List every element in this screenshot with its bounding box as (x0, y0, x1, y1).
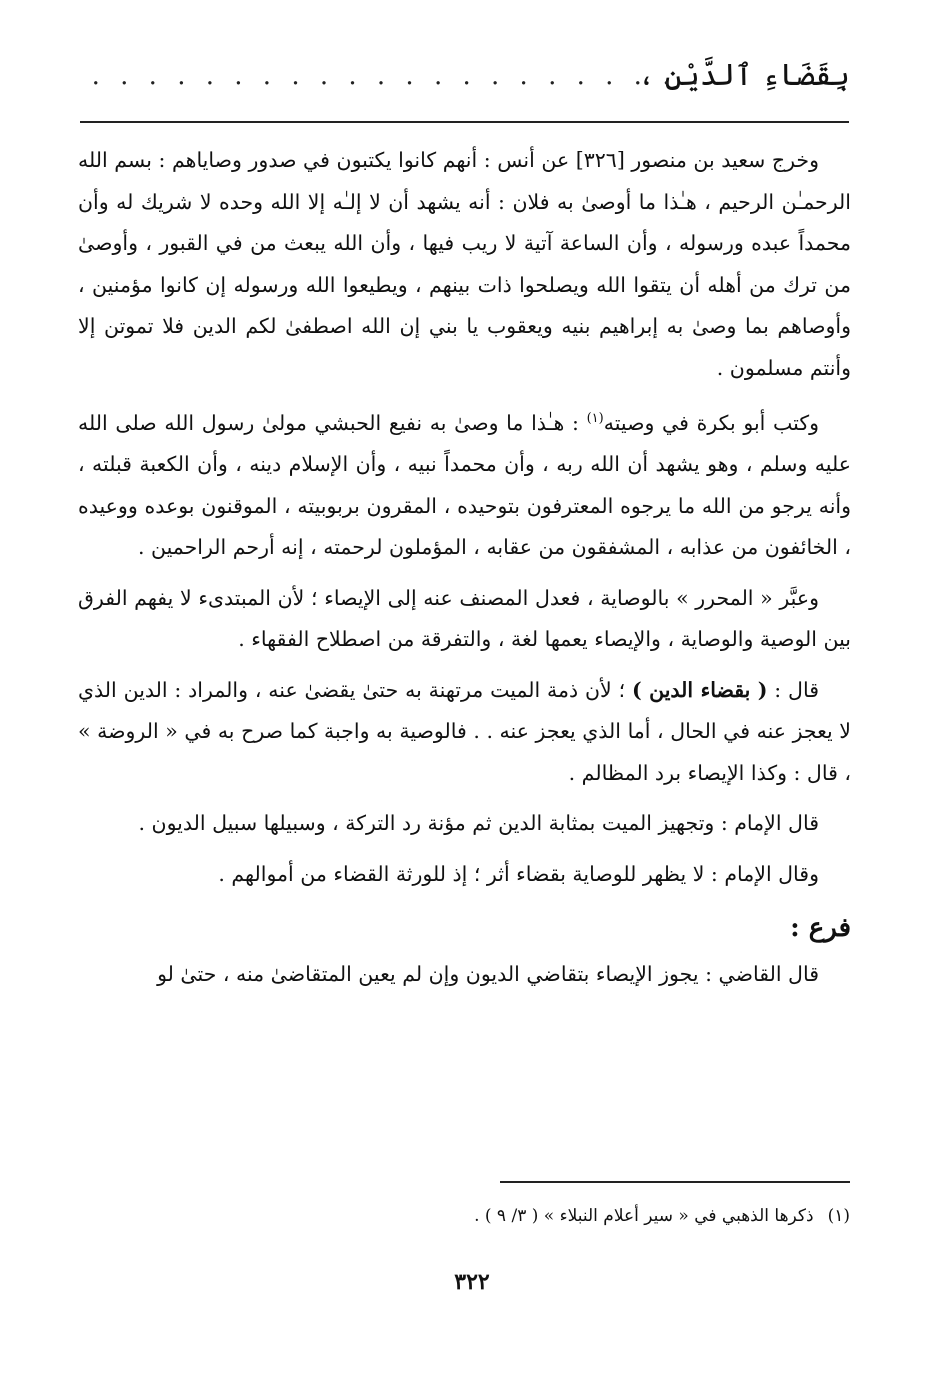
paragraph-2-rest: : هـٰذا ما وصىٰ به نفيع الحبشي مولىٰ رسول الله صلى الله عليه وسلم ، وهو يشهد أن الله ربه ، وأن محمداً نبيه ، وأن الإسلام دينه ، وأن الكعبة قبلته ، وأنه يرجو من الله ما يرجوه المعترفون بتوحيده ، المقرون بربوبيته ، الموقنون بوعده ووعيده ، الخائفون من عذابه ، المشفقون من عقابه ، المؤملون لرحمته ، إنه أرحم الراحمين . (78, 410, 851, 560)
running-header (80, 52, 850, 112)
paragraph-4 (78, 670, 851, 795)
section-heading: فرع : (790, 913, 851, 944)
header-leader-dots: . . . . . . . . . . . . . . . . . . . . . . (91, 61, 705, 91)
paragraph-6: وقال الإمام : لا يظهر للوصاية بقضاء أثر ؛ إذ للورثة القضاء من أموالهم . (218, 861, 819, 886)
paragraph-1: وخرج سعيد بن منصور [٣٢٦] عن أنس : أنهم كانوا يكتبون في صدور وصاياهم : بسم الله الرحمـٰن الرحيم ، هـٰذا ما أوصىٰ به فلان : أنه يشهد أن لا إلـٰه إلا الله وحده لا شريك له وأن محمداً عبده ورسوله ، وأن الساعة آتية لا ريب فيها ، وأن الله يبعث من في القبور ، وأوصىٰ من ترك من أهله أن يتقوا الله ويصلحوا ذات بينهم ، ويطيعوا الله ورسوله إن كانوا مؤمنين ، وأوصاهم بما وصىٰ به إبراهيم بنيه ويعقوب يا بني إن الله اصطفىٰ لكم الدين فلا تموتن إلا وأنتم مسلمون . (78, 148, 851, 380)
header-rule (80, 121, 849, 123)
main-text (78, 140, 851, 1005)
header-title: بِقَضَاءِ ٱلدَّيْنِ ، (637, 58, 850, 93)
footnote (200, 1196, 850, 1236)
paragraph-2 (78, 398, 851, 569)
page-number: ٣٢٢ (454, 1269, 490, 1295)
paragraph-3: وعبَّر « المحرر » بالوصاية ، فعدل المصنف عنه إلى الإيصاء ؛ لأن المبتدىء لا يفهم الفرق بين الوصية والوصاية ، والإيصاء يعمها لغة ، والتفرقة من اصطلاح الفقهاء . (78, 585, 851, 652)
paragraph-4-rest: ؛ لأن ذمة الميت مرتهنة به حتىٰ يقضىٰ عنه ، والمراد : الدين الذي لا يعجز عنه في الحال ، أما الذي يعجز عنه . . فالوصية به واجبة كما صرح به في « الروضة » ، قال : وكذا الإيصاء برد المظالم . (78, 677, 851, 785)
paragraph-5: قال الإمام : وتجهيز الميت بمثابة الدين ثم مؤنة رد التركة ، وسبيلها سبيل الديون . (138, 811, 819, 836)
footnote-number: (١) (827, 1206, 850, 1226)
paragraph-4-lead: قال : (767, 677, 819, 702)
paragraph-7: قال القاضي : يجوز الإيصاء بتقاضي الديون وإن لم يعين المتقاضىٰ منه ، حتىٰ لو (157, 962, 819, 987)
matn-quote: ( بقضاء الدين ) (631, 677, 768, 702)
footnote-marker: (١) (586, 411, 604, 426)
paragraph-2-lead: وكتب أبو بكرة في وصيته (603, 410, 819, 435)
footnote-rule (500, 1181, 850, 1183)
footnote-text: ذكرها الذهبي في « سير أعلام النبلاء » ( ٣/ ٩ ) . (474, 1206, 814, 1226)
